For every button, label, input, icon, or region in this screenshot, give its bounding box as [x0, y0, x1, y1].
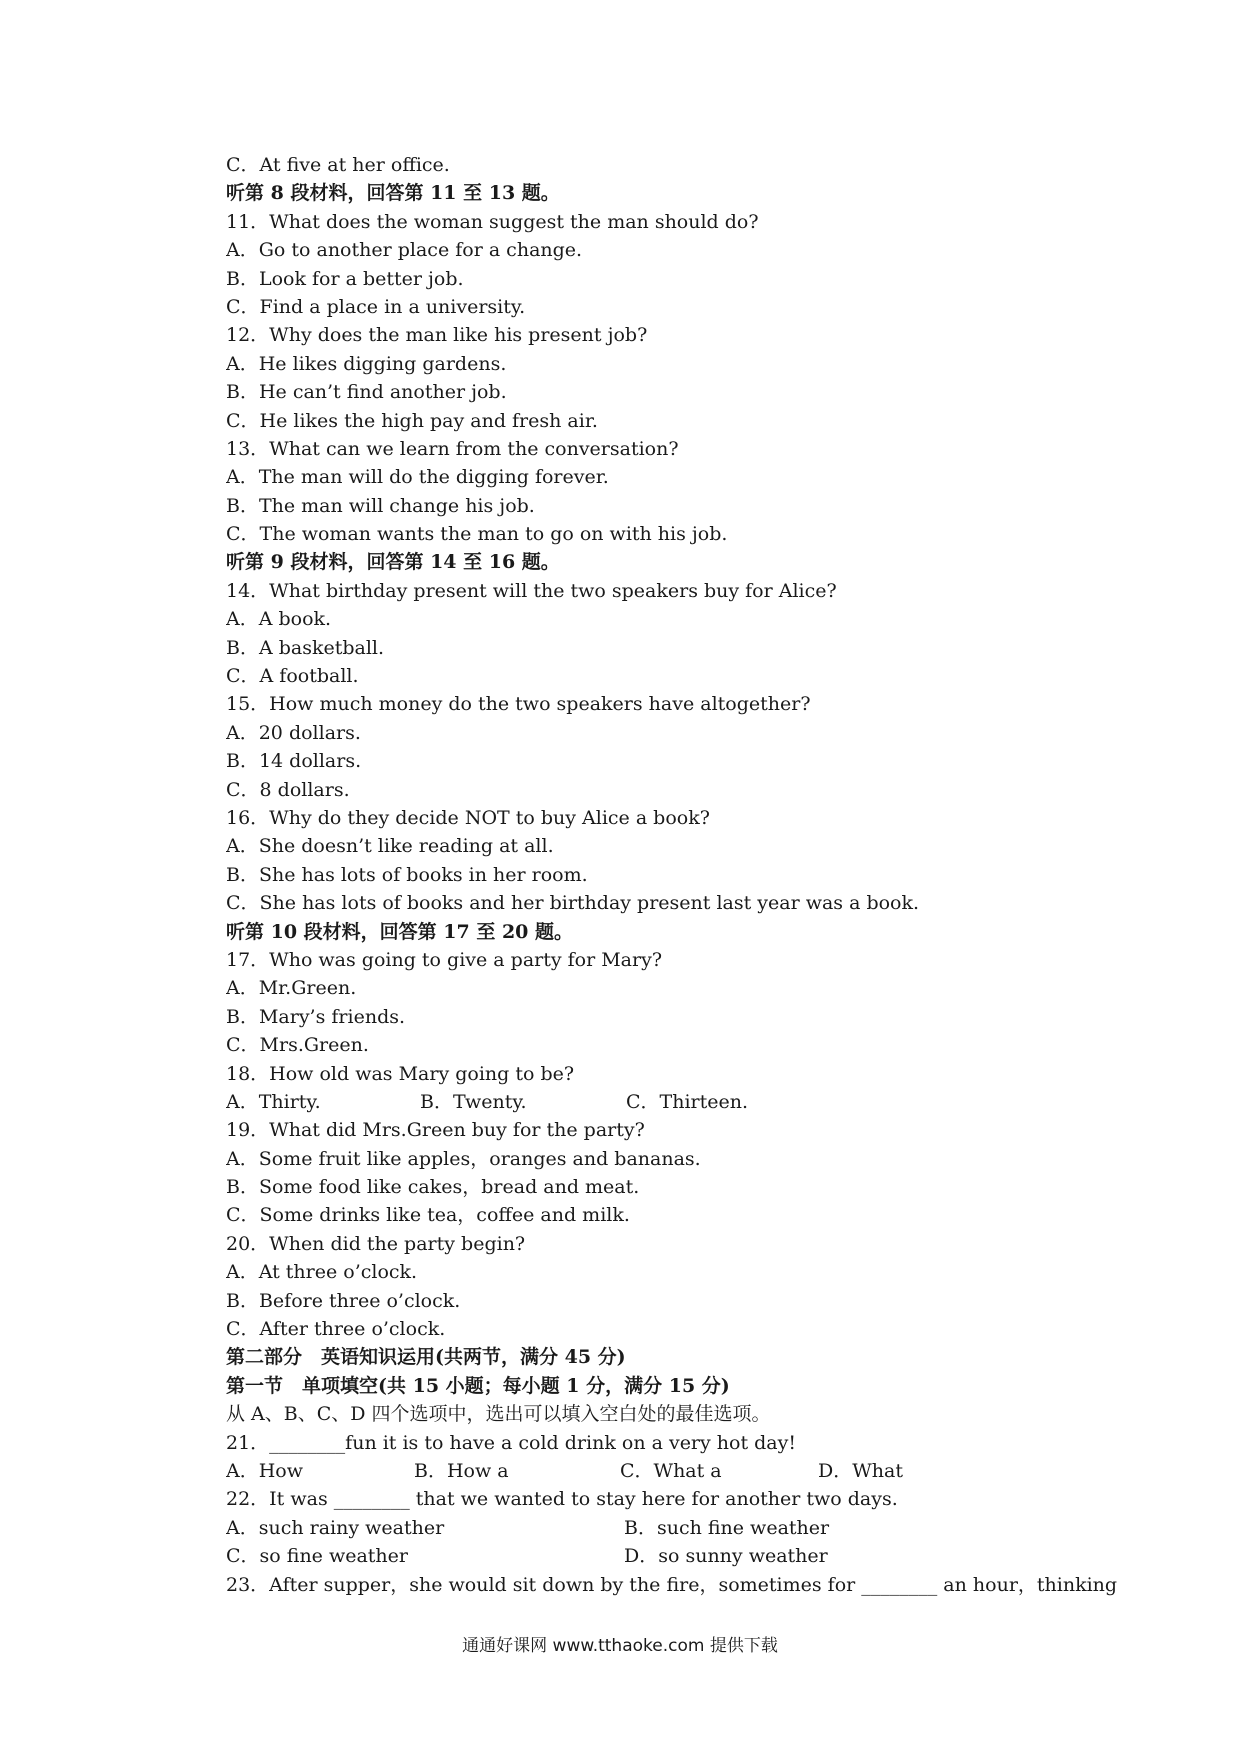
- text-line: 13．What can we learn from the conversation?: [226, 437, 679, 460]
- text-line: 21．________fun it is to have a cold drink on a very hot day!: [226, 1431, 797, 1454]
- text-line: 19．What did Mrs.Green buy for the party?: [226, 1119, 645, 1142]
- text-line: B．14 dollars.: [226, 750, 362, 773]
- options-row: [226, 1542, 1126, 1570]
- option-choice: B．Twenty.: [420, 1090, 527, 1113]
- text-line: 12．Why does the man like his present job?: [226, 324, 648, 347]
- option-choice: D．What: [818, 1459, 903, 1482]
- text-line: A．20 dollars.: [226, 721, 361, 744]
- text-line: 23．After supper，she would sit down by the fire，sometimes for ________ an hour，thinking: [226, 1573, 1118, 1596]
- option-choice: B．How a: [414, 1459, 509, 1482]
- text-line: B．She has lots of books in her room.: [226, 863, 588, 886]
- section-heading: 听第 9 段材料，回答第 14 至 16 题。: [226, 551, 560, 574]
- text-line: 17．Who was going to give a party for Mary?: [226, 948, 663, 971]
- text-line: A．He likes digging gardens.: [226, 352, 507, 375]
- options-row: [226, 1514, 1126, 1542]
- text-line: C．Find a place in a university.: [226, 295, 526, 318]
- page-footer: 通通好课网 www.tthaoke.com 提供下载: [462, 1636, 778, 1656]
- text-line: C．The woman wants the man to go on with his job.: [226, 523, 728, 546]
- text-line: A．She doesn’t like reading at all.: [226, 835, 554, 858]
- options-row: [226, 1088, 1126, 1116]
- text-line: B．Look for a better job.: [226, 267, 464, 290]
- text-line: A．At three o’clock.: [226, 1261, 418, 1284]
- text-line: 从 A、B、C、D 四个选项中，选出可以填入空白处的最佳选项。: [226, 1403, 771, 1426]
- option-choice: B．such fine weather: [624, 1516, 830, 1539]
- text-line: B．The man will change his job.: [226, 494, 535, 517]
- text-line: A．Some fruit like apples，oranges and bananas.: [226, 1147, 701, 1170]
- option-choice: A．Thirty.: [226, 1090, 321, 1113]
- text-line: B．He can’t find another job.: [226, 381, 507, 404]
- option-choice: C．What a: [620, 1459, 722, 1482]
- options-row: [226, 1457, 1126, 1485]
- text-line: C．A football.: [226, 665, 359, 688]
- text-line: B．A basketball.: [226, 636, 385, 659]
- option-choice: A．How: [226, 1459, 303, 1482]
- text-line: B．Mary’s friends.: [226, 1005, 406, 1028]
- text-line: 18．How old was Mary going to be?: [226, 1062, 575, 1085]
- text-line: B．Before three o’clock.: [226, 1289, 461, 1312]
- option-choice: C．so fine weather: [226, 1545, 408, 1568]
- option-choice: C．Thirteen.: [626, 1090, 749, 1113]
- text-line: A．Mr.Green.: [226, 977, 357, 1000]
- text-line: 15．How much money do the two speakers have altogether?: [226, 693, 811, 716]
- text-line: 14．What birthday present will the two speakers buy for Alice?: [226, 579, 837, 602]
- text-line: C．Some drinks like tea，coffee and milk.: [226, 1204, 630, 1227]
- text-line: 16．Why do they decide NOT to buy Alice a book?: [226, 806, 710, 829]
- text-line: A．Go to another place for a change.: [226, 239, 583, 262]
- text-line: A．A book.: [226, 608, 332, 631]
- text-line: B．Some food like cakes，bread and meat.: [226, 1176, 640, 1199]
- section-heading: 第一节 单项填空(共 15 小题；每小题 1 分，满分 15 分): [226, 1374, 730, 1397]
- text-line: 20．When did the party begin?: [226, 1232, 526, 1255]
- text-line: C．At five at her office.: [226, 154, 450, 176]
- text-line: 22．It was ________ that we wanted to stay here for another two days.: [226, 1488, 898, 1511]
- text-line: 11．What does the woman suggest the man should do?: [226, 210, 759, 233]
- document-body: [226, 151, 1126, 1599]
- text-line: C．After three o’clock.: [226, 1318, 446, 1341]
- section-heading: 第二部分 英语知识运用(共两节，满分 45 分): [226, 1346, 626, 1369]
- section-heading: 听第 8 段材料，回答第 11 至 13 题。: [226, 182, 560, 205]
- text-line: C．Mrs.Green.: [226, 1034, 369, 1057]
- text-line: A．The man will do the digging forever.: [226, 466, 609, 489]
- text-line: C．8 dollars.: [226, 778, 350, 801]
- option-choice: D．so sunny weather: [624, 1545, 828, 1568]
- section-heading: 听第 10 段材料，回答第 17 至 20 题。: [226, 920, 574, 943]
- text-line: C．He likes the high pay and fresh air.: [226, 409, 598, 432]
- option-choice: A．such rainy weather: [226, 1516, 445, 1539]
- text-line: C．She has lots of books and her birthday present last year was a book.: [226, 892, 920, 915]
